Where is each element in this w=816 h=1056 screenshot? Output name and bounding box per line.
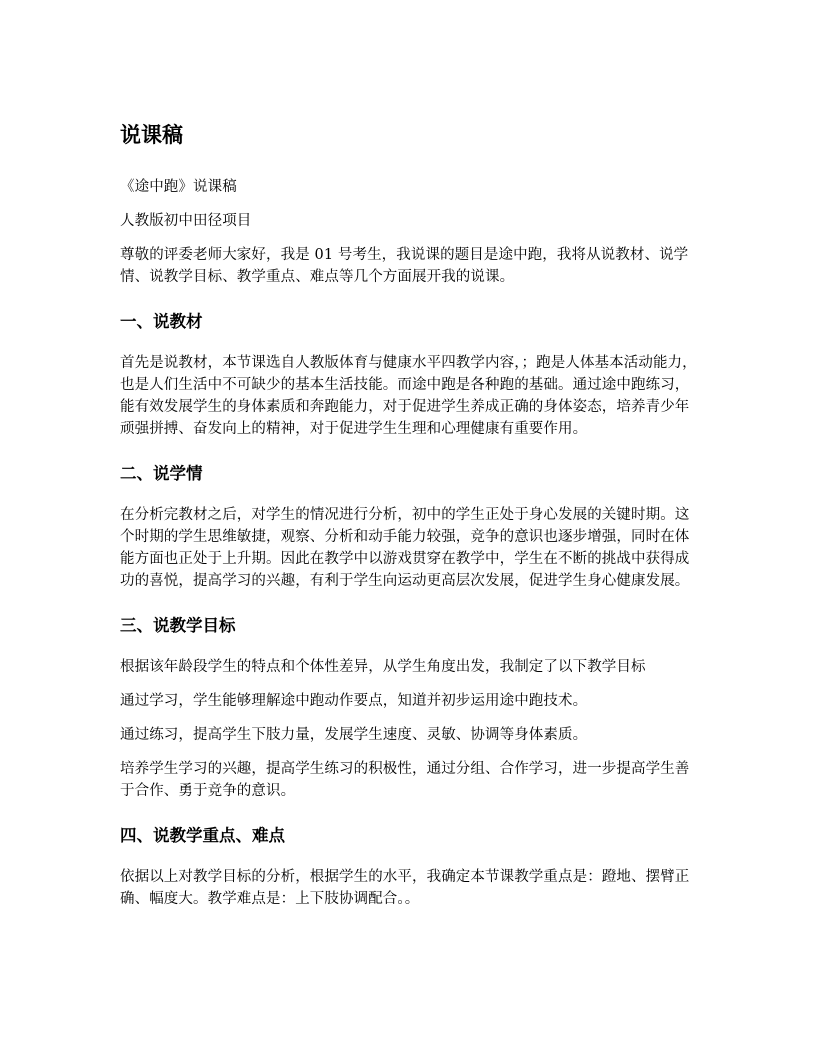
- section-paragraph: 在分析完教材之后，对学生的情况进行分析，初中的学生正处于身心发展的关键时期。这个时期的学生思维敏捷，观察、分析和动手能力较强，竞争的意识也逐步增强，同时在体能方面也正处于上升期。因此在教学中以游戏贯穿在教学中，学生在不断的挑战中获得成功的喜悦，提高学习的兴趣，有利于学生向运动更高层次发展，促进学生身心健康发展。: [120, 507, 690, 589]
- document-page: [120, 120, 700, 922]
- section-paragraph: 首先是说教材，本节课选自人教版体育与健康水平四教学内容，；跑是人体基本活动能力，也是人们生活中不可缺少的基本生活技能。而途中跑是各种跑的基础。通过途中跑练习，能有效发展学生的身体素质和奔跑能力，对于促进学生养成正确的身体姿态，培养青少年顽强拼搏、奋发向上的精神，对于促进学生生理和心理健康有重要作用。: [120, 355, 697, 437]
- document-title: 说课稿: [120, 123, 183, 147]
- section-paragraph: 通过学习，学生能够理解途中跑动作要点，知道并初步运用途中跑技术。: [120, 693, 588, 709]
- section-heading: 三、说教学目标: [120, 616, 236, 635]
- section-heading: 一、说教材: [120, 312, 203, 331]
- section-students: [120, 462, 700, 592]
- section-key-points: [120, 824, 700, 910]
- section-objectives: [120, 614, 700, 802]
- section-paragraph: 培养学生学习的兴趣，提高学生练习的积极性，通过分组、合作学习，进一步提高学生善于合作、勇于竞争的意识。: [120, 761, 690, 799]
- section-paragraph: 依据以上对教学目标的分析，根据学生的水平，我确定本节课教学重点是：蹬地、摆臂正确、幅度大。教学难点是：上下肢协调配合。。: [120, 869, 690, 907]
- subtitle-paragraph: 《途中跑》说课稿: [120, 179, 237, 195]
- section-paragraph: 通过练习，提高学生下肢力量，发展学生速度、灵敏、协调等身体素质。: [120, 727, 588, 743]
- greeting-paragraph: 尊敬的评委老师大家好，我是 01 号考生，我说课的题目是途中跑，我将从说教材、说学情、说教学目标、教学重点、难点等几个方面展开我的说课。: [120, 247, 689, 285]
- section-textbook: [120, 310, 700, 440]
- section-paragraph: 根据该年龄段学生的特点和个体性差异，从学生角度出发，我制定了以下教学目标: [120, 659, 646, 675]
- section-heading: 四、说教学重点、难点: [120, 826, 285, 845]
- section-heading: 二、说学情: [120, 464, 203, 483]
- textbook-paragraph: 人教版初中田径项目: [120, 213, 252, 229]
